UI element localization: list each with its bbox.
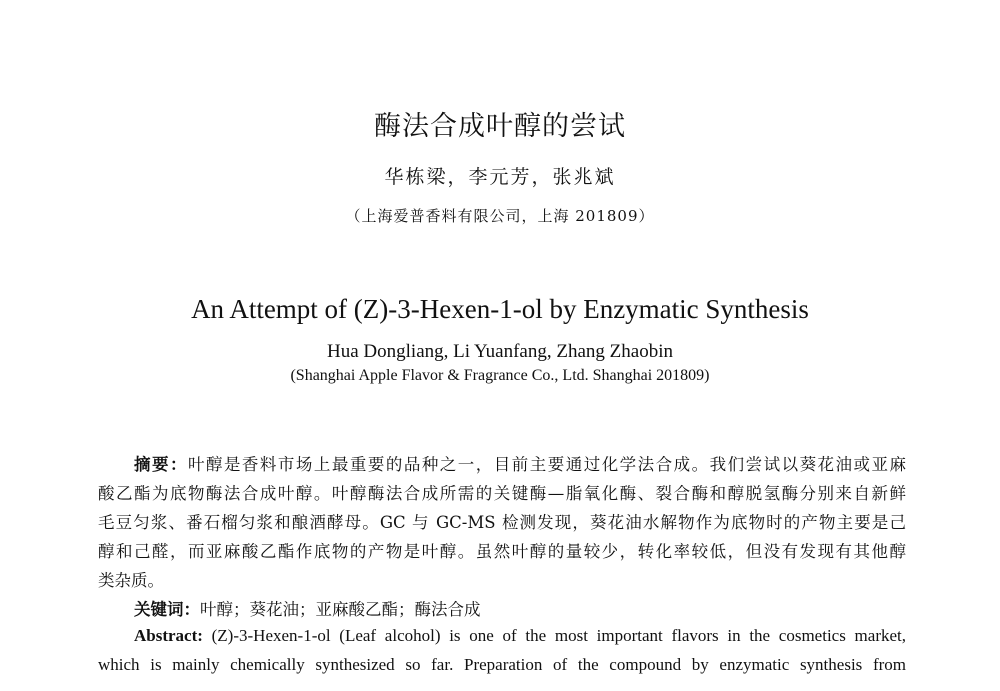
abstract-label-english: Abstract:	[134, 626, 203, 645]
abstract-english-line	[98, 626, 906, 646]
abstract-line: 醇和己醛，而亚麻酸乙酯作底物的产物是叶醇。虽然叶醇的量较少，转化率较低，但没有发现有其他醇	[98, 542, 906, 561]
affiliation-chinese: （上海爱普香料有限公司，上海 201809）	[345, 207, 655, 225]
abstract-line: 毛豆匀浆、番石榴匀浆和酿酒酵母。GC 与 GC-MS 检测发现，葵花油水解物作为底物时的产物主要是己	[98, 513, 906, 532]
abstract-english-line: which is mainly chemically synthesized so far. Preparation of the compound by enzymatic synthesis from	[98, 655, 906, 674]
abstract-line	[98, 451, 906, 475]
keywords-text: 叶醇；葵花油；亚麻酸乙酯；酶法合成	[200, 600, 481, 619]
paper-title-english: An Attempt of (Z)-3-Hexen-1-ol by Enzymatic Synthesis	[191, 294, 809, 324]
abstract-label-chinese: 摘要：	[134, 455, 188, 474]
affiliation-english: (Shanghai Apple Flavor & Fragrance Co., Ltd. Shanghai 201809)	[290, 367, 710, 384]
keywords-label-chinese: 关键词：	[134, 600, 200, 619]
abstract-english-text: (Z)-3-Hexen-1-ol (Leaf alcohol) is one of the most important flavors in the cosmetics market,	[211, 626, 906, 645]
authors-chinese: 华栋梁，李元芳，张兆斌	[384, 166, 616, 188]
paper-title-chinese: 酶法合成叶醇的尝试	[374, 111, 626, 142]
authors-english: Hua Dongliang, Li Yuanfang, Zhang Zhaobin	[327, 341, 673, 362]
abstract-line: 酸乙酯为底物酶法合成叶醇。叶醇酶法合成所需的关键酶—脂氧化酶、裂合酶和醇脱氢酶分别来自新鲜	[98, 484, 906, 503]
keywords-line	[134, 596, 481, 620]
abstract-line: 类杂质。	[98, 571, 164, 590]
abstract-text: 叶醇是香料市场上最重要的品种之一，目前主要通过化学法合成。我们尝试以葵花油或亚麻	[187, 455, 907, 474]
